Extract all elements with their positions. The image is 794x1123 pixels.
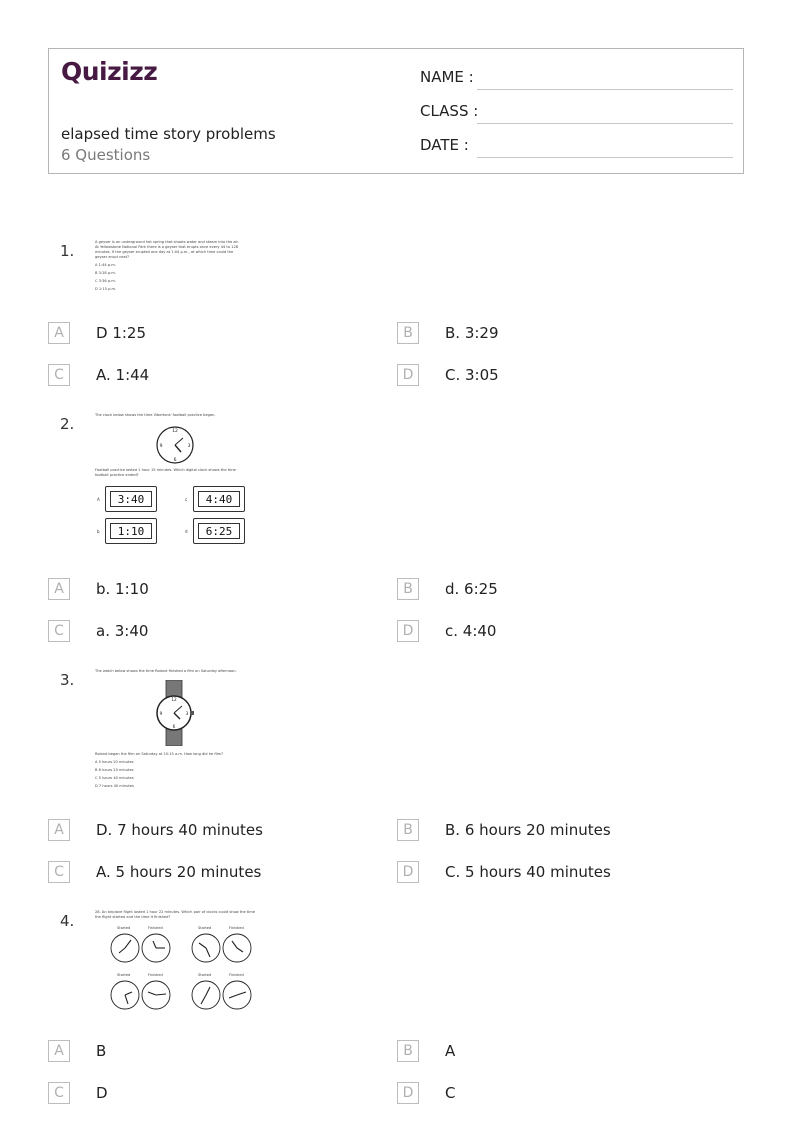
q1-text: minutes. If the geyser erupted one day at 1:04 p.m., at which time could the — [95, 250, 234, 254]
option-d-box[interactable]: D — [397, 620, 419, 642]
date-label: DATE : — [420, 136, 469, 154]
question-1-image — [95, 240, 260, 292]
quizizz-logo: Quizizz — [61, 57, 158, 86]
q3-choice: C 5 hours 40 minutes — [95, 776, 134, 780]
class-line[interactable] — [477, 123, 733, 124]
name-line[interactable] — [477, 89, 733, 90]
q2-text: The clock below shows the time Vibertons' football practice began. — [95, 413, 216, 417]
option-b-box[interactable]: B — [397, 1040, 419, 1062]
option-d-text[interactable]: C. 3:05 — [445, 366, 499, 384]
option-b-box[interactable]: B — [397, 819, 419, 841]
q2-text: Football practice lasted 1 hour 15 minutes. Which digital clock shows the time — [95, 468, 236, 472]
question-number: 3. — [60, 671, 75, 689]
worksheet-title: elapsed time story problems — [61, 125, 276, 143]
option-d-text[interactable]: c. 4:40 — [445, 622, 497, 640]
option-c-text[interactable]: A. 1:44 — [96, 366, 150, 384]
clock-caption: Finished — [229, 973, 244, 977]
q4-text: the flight started and the time it finished? — [95, 915, 171, 919]
option-b-text[interactable]: d. 6:25 — [445, 580, 498, 598]
q1-text: At Yellowstone National Park there is a geyser that erupts once every 44 to 128 — [95, 245, 239, 249]
option-d-box[interactable]: D — [397, 861, 419, 883]
q3-choice: A 5 hours 20 minutes — [95, 760, 134, 764]
option-b-text[interactable]: B. 3:29 — [445, 324, 499, 342]
option-c-box[interactable]: C — [48, 861, 70, 883]
q1-text: A geyser is an underground hot spring that shoots water and steam into the air. — [95, 240, 239, 244]
q1-text: geyser erupt next? — [95, 255, 129, 259]
svg-text:12: 12 — [172, 429, 178, 434]
clock-caption: Started — [198, 926, 212, 930]
analog-clock-icon — [155, 425, 195, 465]
option-a-box[interactable]: A — [48, 819, 70, 841]
clock-pairs-icon — [95, 932, 265, 1014]
clock-caption: Finished — [148, 973, 163, 977]
question-number: 2. — [60, 415, 75, 433]
option-a-box[interactable]: A — [48, 578, 70, 600]
q2-text: football practice ended? — [95, 473, 139, 477]
svg-text:12: 12 — [171, 697, 177, 702]
date-line[interactable] — [477, 157, 733, 158]
question-count: 6 Questions — [61, 146, 151, 164]
option-b-box[interactable]: B — [397, 322, 419, 344]
option-c-box[interactable]: C — [48, 620, 70, 642]
clock-label: c — [185, 497, 188, 502]
clock-caption: Finished — [229, 926, 244, 930]
q1-choice: C 3:36 p.m. — [95, 279, 116, 283]
q1-choice: A 1:44 p.m. — [95, 263, 116, 267]
digital-clock — [105, 486, 157, 512]
clock-caption: Started — [117, 973, 131, 977]
digital-clock-time: 4:40 — [198, 491, 240, 507]
option-b-box[interactable]: B — [397, 578, 419, 600]
question-number: 1. — [60, 242, 75, 260]
clock-caption: Finished — [148, 926, 163, 930]
q3-choice: D 7 hours 40 minutes — [95, 784, 134, 788]
name-label: NAME : — [420, 68, 474, 86]
option-a-text[interactable]: b. 1:10 — [96, 580, 149, 598]
option-c-text[interactable]: A. 5 hours 20 minutes — [96, 863, 262, 881]
clock-caption: Started — [198, 973, 212, 977]
option-c-box[interactable]: C — [48, 1082, 70, 1104]
digital-clock-time: 3:40 — [110, 491, 152, 507]
svg-text:3: 3 — [187, 444, 191, 449]
option-d-box[interactable]: D — [397, 364, 419, 386]
option-b-text[interactable]: B. 6 hours 20 minutes — [445, 821, 611, 839]
worksheet-header — [48, 48, 744, 174]
svg-text:9: 9 — [159, 711, 163, 716]
question-number: 4. — [60, 912, 75, 930]
option-a-text[interactable]: B — [96, 1042, 107, 1060]
option-b-text[interactable]: A — [445, 1042, 456, 1060]
option-a-text[interactable]: D 1:25 — [96, 324, 147, 342]
clock-label: A — [97, 497, 100, 502]
option-c-text[interactable]: D — [96, 1084, 108, 1102]
svg-text:6: 6 — [172, 724, 176, 729]
option-d-text[interactable]: C — [445, 1084, 456, 1102]
clock-label: b — [97, 529, 100, 534]
option-c-box[interactable]: C — [48, 364, 70, 386]
q1-choice: D 1:15 p.m. — [95, 287, 117, 291]
svg-text:3: 3 — [185, 711, 189, 716]
digital-clock-time: 1:10 — [110, 523, 152, 539]
q3-text: Roland began the film on Saturday at 10:15 a.m. How long did he film? — [95, 752, 224, 756]
q4-text: 28. An airplane flight lasted 1 hour 22 minutes. Which pair of clocks could show the time — [95, 910, 256, 914]
q1-choice: B 3:28 p.m. — [95, 271, 116, 275]
class-label: CLASS : — [420, 102, 479, 120]
question-2-image — [95, 413, 260, 548]
option-a-box[interactable]: A — [48, 322, 70, 344]
digital-clock — [193, 518, 245, 544]
digital-clock-time: 6:25 — [198, 523, 240, 539]
svg-text:6: 6 — [173, 458, 177, 463]
clock-label: d — [185, 529, 188, 534]
svg-text:9: 9 — [159, 444, 163, 449]
option-a-text[interactable]: D. 7 hours 40 minutes — [96, 821, 263, 839]
option-a-box[interactable]: A — [48, 1040, 70, 1062]
option-d-box[interactable]: D — [397, 1082, 419, 1104]
option-c-text[interactable]: a. 3:40 — [96, 622, 149, 640]
q3-text: The watch below shows the time Roland finished a film on Saturday afternoon. — [95, 669, 237, 673]
question-3-image — [95, 669, 260, 797]
wristwatch-icon — [153, 680, 195, 746]
q3-choice: B 6 hours 20 minutes — [95, 768, 134, 772]
question-4-image — [95, 910, 265, 1015]
clock-caption: Started — [117, 926, 131, 930]
digital-clock — [193, 486, 245, 512]
digital-clock — [105, 518, 157, 544]
option-d-text[interactable]: C. 5 hours 40 minutes — [445, 863, 611, 881]
